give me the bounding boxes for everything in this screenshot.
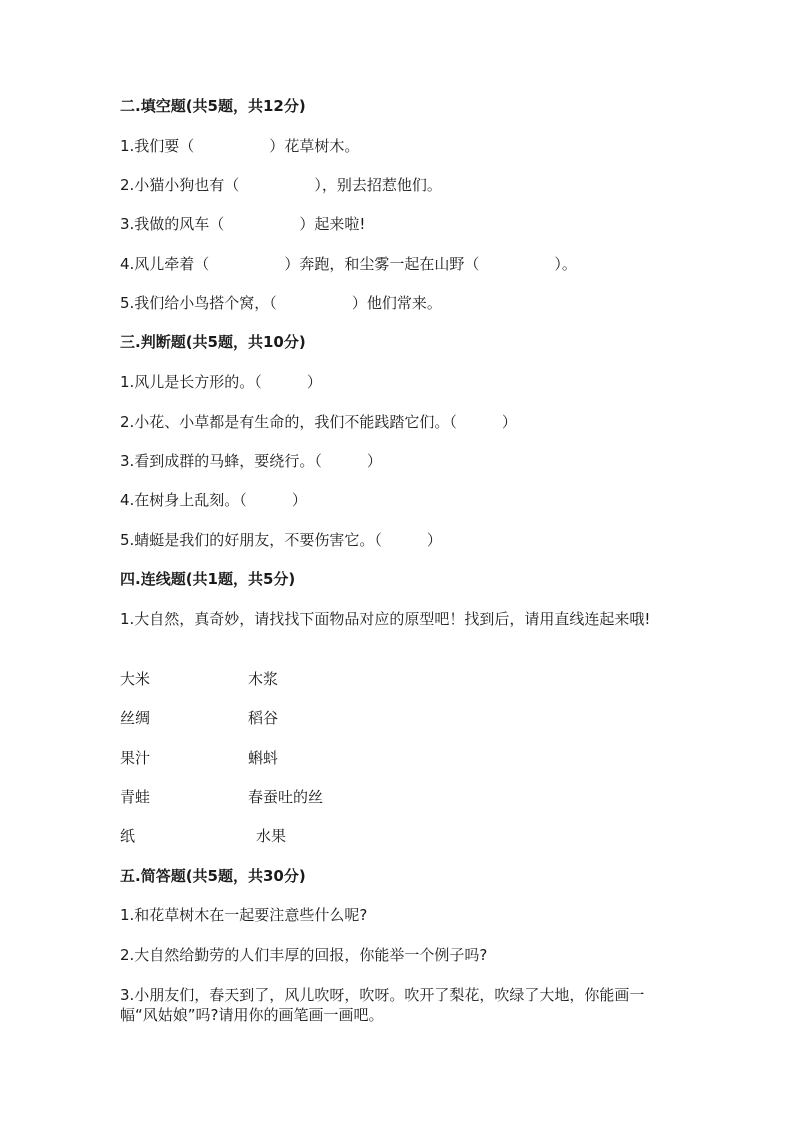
matching-left-item: 纸 (120, 827, 136, 845)
fill-blank-question-2: 2.小猫小狗也有（ ），别去招惹他们。 (120, 176, 442, 194)
fill-blank-question-1: 1.我们要（ ）花草树木。 (120, 137, 360, 155)
short-answer-question-3: 3.小朋友们，春天到了，风儿吹呀，吹呀。吹开了梨花，吹绿了大地，你能画一幅“风姑娘”吗?请用你的画笔画一画吧。 (120, 986, 645, 1024)
matching-left-item: 大米 (120, 670, 151, 688)
matching-right-item: 木浆 (248, 670, 279, 688)
short-answer-question-1: 1.和花草树木在一起要注意些什么呢? (120, 906, 368, 924)
matching-left-item: 果汁 (120, 749, 151, 767)
fill-blank-question-3: 3.我做的风车（ ）起来啦! (120, 215, 366, 233)
fill-blank-question-4: 4.风儿牵着（ ）奔跑，和尘雾一起在山野（ ）。 (120, 255, 577, 273)
true-false-question-1: 1.风儿是长方形的。（ ） (120, 373, 322, 391)
section-heading-true-false: 三.判断题(共5题，共10分) (120, 333, 306, 351)
section-heading-matching: 四.连线题(共1题，共5分) (120, 570, 296, 588)
matching-right-item: 春蚕吐的丝 (248, 788, 324, 806)
matching-right-item: 水果 (256, 827, 287, 845)
section-heading-short-answer: 五.简答题(共5题，共30分) (120, 867, 306, 885)
true-false-question-4: 4.在树身上乱刻。（ ） (120, 491, 307, 509)
true-false-question-5: 5.蜻蜓是我们的好朋友，不要伤害它。（ ） (120, 531, 442, 549)
section-heading-fill-blank: 二.填空题(共5题，共12分) (120, 97, 306, 115)
matching-right-item: 稻谷 (248, 709, 279, 727)
true-false-question-2: 2.小花、小草都是有生命的，我们不能践踏它们。（ ） (120, 413, 517, 431)
fill-blank-question-5: 5.我们给小鸟搭个窝，（ ）他们常来。 (120, 294, 442, 312)
matching-left-item: 青蛙 (120, 788, 151, 806)
matching-left-item: 丝绸 (120, 709, 151, 727)
matching-question: 1.大自然，真奇妙，请找找下面物品对应的原型吧！找到后，请用直线连起来哦! (120, 610, 651, 628)
matching-right-item: 蝌蚪 (248, 749, 279, 767)
short-answer-question-2: 2.大自然给勤劳的人们丰厚的回报，你能举一个例子吗? (120, 946, 488, 964)
true-false-question-3: 3.看到成群的马蜂，要绕行。（ ） (120, 452, 382, 470)
